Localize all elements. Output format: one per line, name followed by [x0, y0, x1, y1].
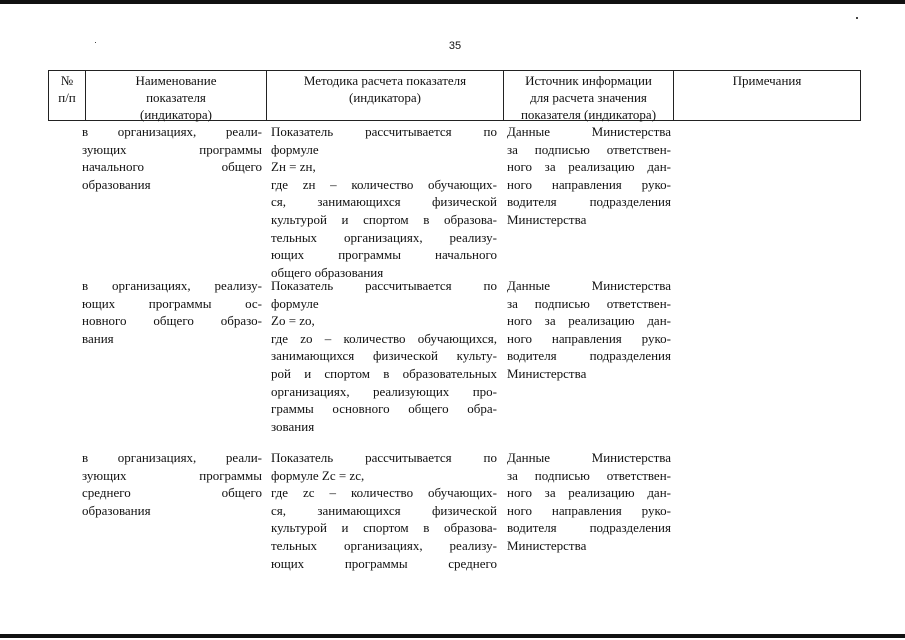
- text-line: образования: [82, 502, 151, 518]
- header-text: для расчета значения: [530, 90, 647, 105]
- header-col-name: [86, 71, 267, 120]
- row-2-calculation-method: [271, 277, 497, 435]
- text-line: Министерства: [507, 365, 587, 381]
- text-line: зующих программы: [82, 467, 262, 483]
- formula: формуле Zс = zс,: [271, 467, 365, 483]
- row-1-calculation-method: [271, 123, 497, 281]
- text-line: ного направления руко-: [507, 176, 671, 192]
- row-3-calculation-method: [271, 449, 497, 572]
- header-text: Методика расчета показателя: [303, 73, 467, 88]
- scan-top-border: [0, 0, 905, 4]
- text-line: начального общего: [82, 159, 262, 175]
- text-line: ного за реализацию дан-: [507, 159, 671, 175]
- header-text: (индикатора): [140, 107, 212, 122]
- text-line: ющих программы среднего: [271, 555, 497, 571]
- text-line: формуле: [271, 141, 319, 157]
- text-line: ющих программы ос-: [82, 295, 262, 311]
- text-line: водителя подразделения: [507, 348, 671, 364]
- text-line: ного направления руко-: [507, 502, 671, 518]
- text-line: ного направления руко-: [507, 330, 671, 346]
- text-line: среднего общего: [82, 485, 262, 501]
- row-3-indicator-name: [82, 449, 262, 519]
- formula: Zн = zн,: [271, 159, 316, 175]
- text-line: где zс – количество обучающих-: [271, 485, 497, 501]
- scan-speck: [95, 42, 96, 43]
- text-line: ного за реализацию дан-: [507, 485, 671, 501]
- header-col-number: [49, 71, 86, 120]
- text-line: формуле: [271, 295, 319, 311]
- text-line: тельных организациях, реализу-: [271, 229, 497, 245]
- text-line: тельных организациях, реализу-: [271, 537, 497, 553]
- text-line: культурой и спортом в образова-: [271, 211, 497, 227]
- text-line: в организациях, реали-: [82, 124, 262, 139]
- text-line: новного общего образо-: [82, 313, 262, 329]
- header-text: Источник информации: [525, 73, 652, 88]
- header-text: Наименование: [135, 73, 217, 88]
- text-line: где zо – количество обучающихся,: [271, 330, 497, 346]
- header-text: (индикатора): [349, 90, 421, 105]
- text-line: Данные Министерства: [507, 124, 671, 139]
- table-header: [48, 70, 861, 121]
- text-line: граммы основного общего обра-: [271, 401, 497, 417]
- row-1-indicator-name: [82, 123, 262, 193]
- text-line: общего образования: [271, 264, 384, 280]
- row-3-information-source: [507, 449, 671, 555]
- scan-speck: [856, 17, 858, 19]
- text-line: вания: [82, 330, 114, 346]
- header-text: п/п: [58, 90, 76, 105]
- text-line: Данные Министерства: [507, 278, 671, 293]
- text-line: ся, занимающихся физической: [271, 194, 497, 210]
- text-line: ющих программы начального: [271, 247, 497, 263]
- page-number: 35: [448, 40, 462, 52]
- text-line: Министерства: [507, 211, 587, 227]
- text-line: за подписью ответствен-: [507, 141, 671, 157]
- header-text: Примечания: [732, 73, 802, 88]
- text-line: организациях, реализующих про-: [271, 383, 497, 399]
- row-1-information-source: [507, 123, 671, 229]
- text-line: ся, занимающихся физической: [271, 502, 497, 518]
- text-line: Показатель рассчитывается по: [271, 450, 497, 465]
- text-line: где zн – количество обучающих-: [271, 176, 497, 192]
- text-line: Данные Министерства: [507, 450, 671, 465]
- text-line: в организациях, реали-: [82, 450, 262, 465]
- text-line: за подписью ответствен-: [507, 295, 671, 311]
- scan-bottom-border: [0, 634, 905, 638]
- header-col-method: [267, 71, 504, 120]
- row-2-indicator-name: [82, 277, 262, 347]
- text-line: ного за реализацию дан-: [507, 313, 671, 329]
- text-line: Показатель рассчитывается по: [271, 278, 497, 293]
- text-line: культурой и спортом в образова-: [271, 520, 497, 536]
- header-col-source: [504, 71, 674, 120]
- text-line: Министерства: [507, 537, 587, 553]
- header-text: показателя: [146, 90, 206, 105]
- text-line: рой и спортом в образовательных: [271, 365, 497, 381]
- text-line: образования: [82, 176, 151, 192]
- header-text: показателя (индикатора): [520, 107, 657, 122]
- text-line: зования: [271, 418, 315, 434]
- text-line: в организациях, реализу-: [82, 278, 262, 293]
- formula: Zо = zо,: [271, 313, 315, 329]
- text-line: Показатель рассчитывается по: [271, 124, 497, 139]
- text-line: водителя подразделения: [507, 520, 671, 536]
- text-line: водителя подразделения: [507, 194, 671, 210]
- text-line: за подписью ответствен-: [507, 467, 671, 483]
- text-line: занимающихся физической культу-: [271, 348, 497, 364]
- header-col-notes: [674, 71, 860, 120]
- text-line: зующих программы: [82, 141, 262, 157]
- row-2-information-source: [507, 277, 671, 383]
- header-text: №: [60, 73, 74, 88]
